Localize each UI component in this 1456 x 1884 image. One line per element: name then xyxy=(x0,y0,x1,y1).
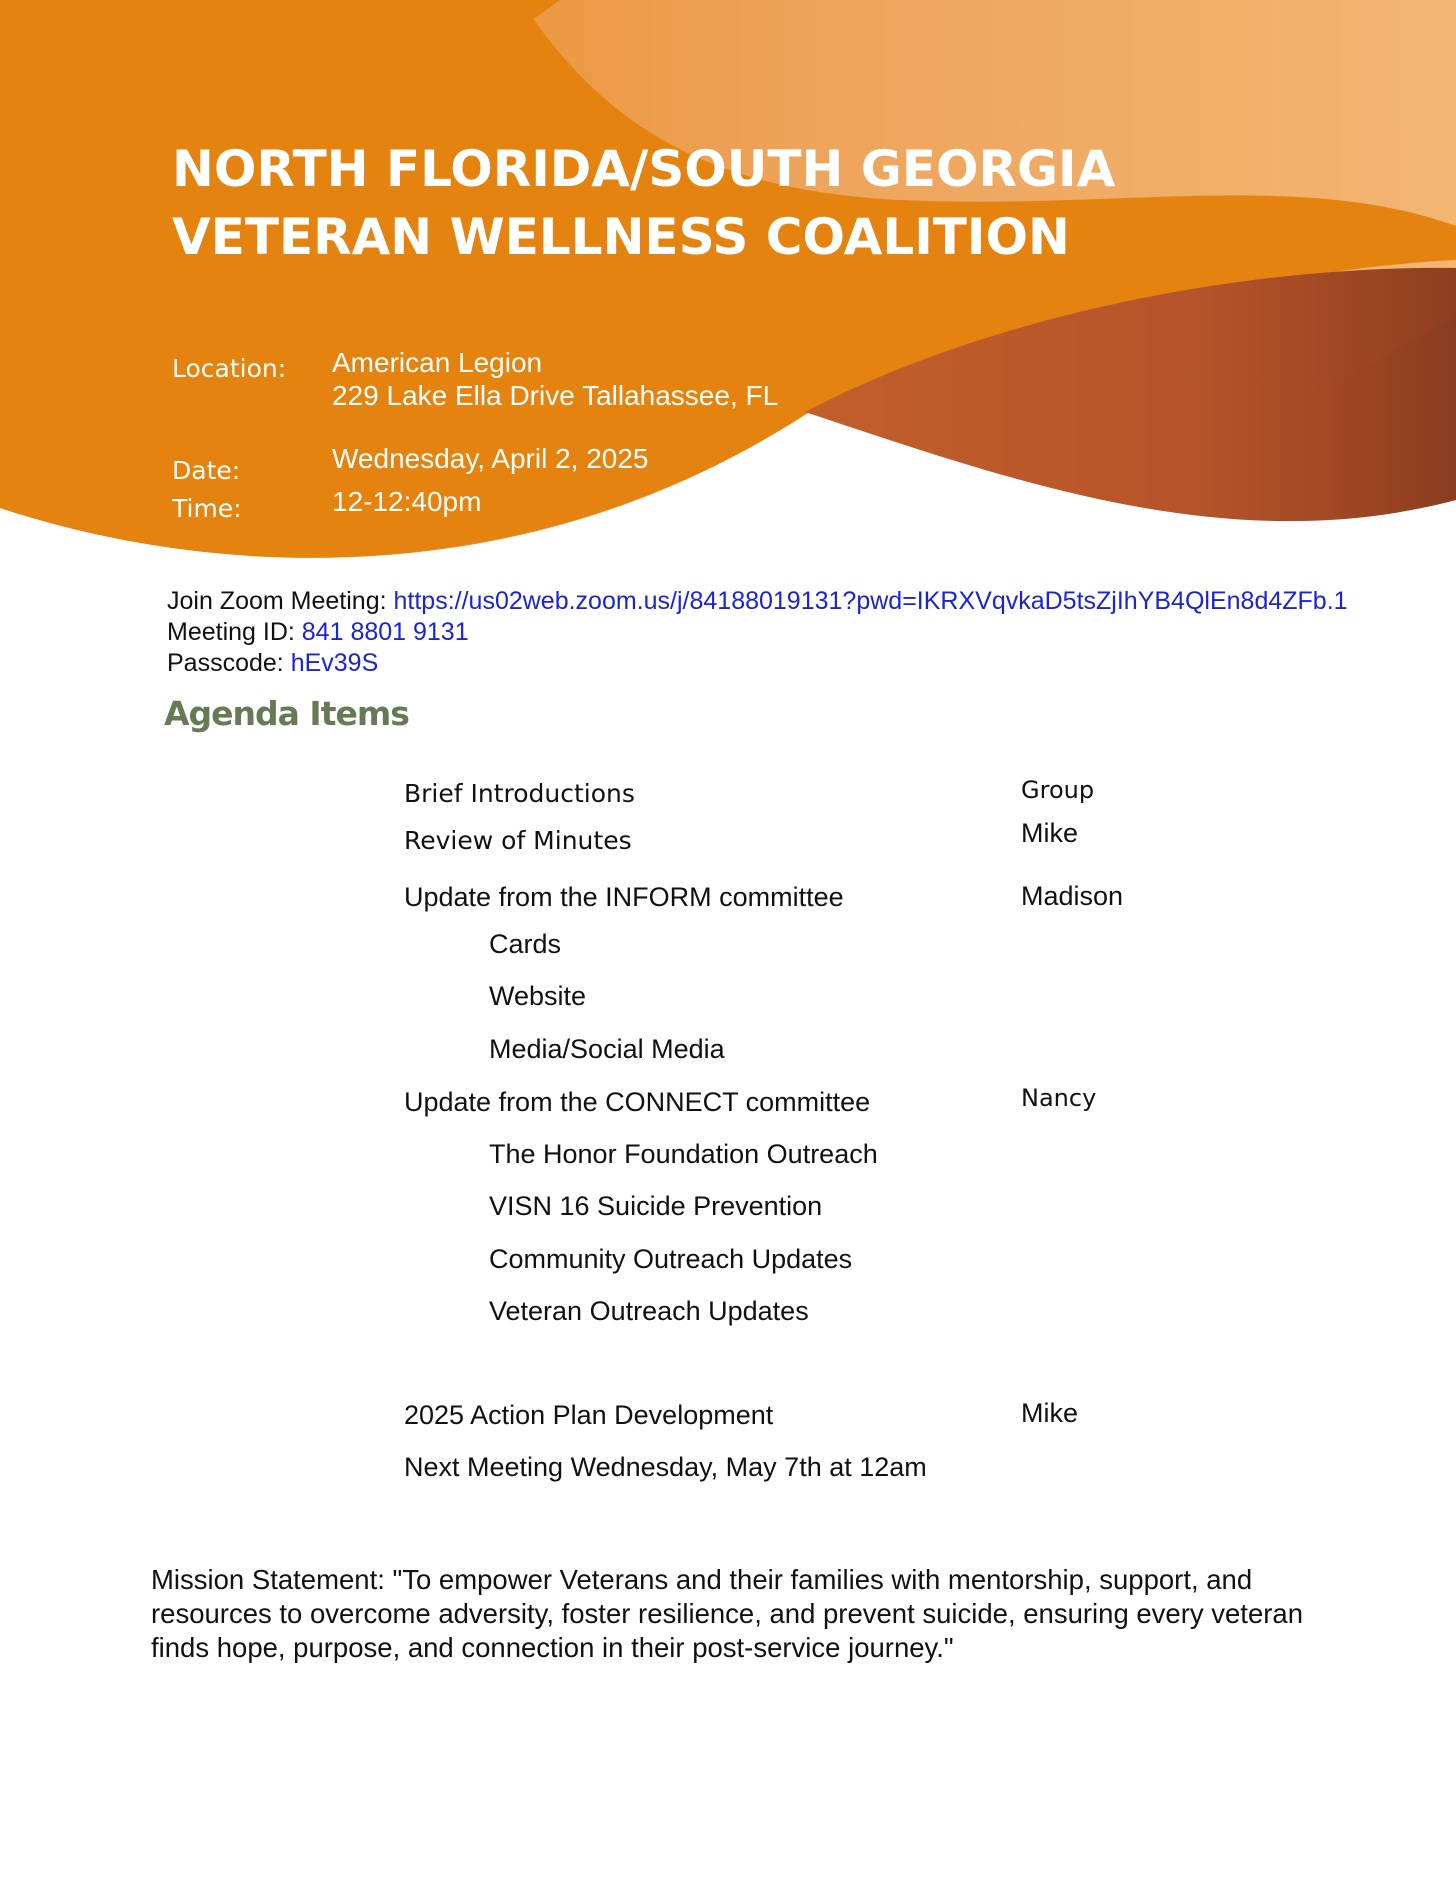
location-name: American Legion xyxy=(332,347,543,378)
agenda-item-next-meeting: Next Meeting Wednesday, May 7th at 12am xyxy=(404,1452,927,1482)
connect-sub-item: The Honor Foundation Outreach xyxy=(489,1139,878,1169)
owner-connect: Nancy xyxy=(1021,1084,1097,1112)
inform-sub-item: Cards xyxy=(489,929,562,959)
agenda-item-introductions: Brief Introductions xyxy=(404,779,635,808)
date-value: Wednesday, April 2, 2025 xyxy=(332,443,649,474)
title-line-2: VETERAN WELLNESS COALITION xyxy=(172,208,1070,266)
connect-sub-item: Community Outreach Updates xyxy=(489,1244,853,1274)
connect-sub-item: Veteran Outreach Updates xyxy=(489,1296,809,1326)
mission-statement: Mission Statement: "To empower Veterans and their families with mentorship, support, and resources to overcome adversity, foster resilience, and prevent suicide, ensuring every veteran finds hope, purpose, and connection in their post-service journey." xyxy=(151,1564,1303,1663)
owner-inform: Madison xyxy=(1021,881,1124,911)
owner-action-plan: Mike xyxy=(1021,1398,1079,1428)
agenda-item-connect: Update from the CONNECT committee xyxy=(404,1087,871,1117)
inform-sub-item: Website xyxy=(489,981,587,1011)
meeting-id-row xyxy=(167,618,469,647)
inform-sub-item: Media/Social Media xyxy=(489,1034,725,1064)
zoom-join-link[interactable]: https://us02web.zoom.us/j/84188019131?pwd=IKRXVqvkaD5tsZjIhYB4QlEn8d4ZFb.1 xyxy=(393,587,1348,615)
meeting-id-label: Meeting ID: xyxy=(167,618,302,646)
agenda-item-action-plan: 2025 Action Plan Development xyxy=(404,1400,774,1430)
header-banner xyxy=(0,0,1456,580)
date-label: Date: xyxy=(172,456,241,485)
meeting-id-value: 841 8801 9131 xyxy=(301,618,469,646)
time-label: Time: xyxy=(172,494,242,523)
title-line-1: NORTH FLORIDA/SOUTH GEORGIA xyxy=(172,140,1116,198)
time-value: 12-12:40pm xyxy=(332,486,482,517)
passcode-label: Passcode: xyxy=(167,649,291,677)
owner-minutes: Mike xyxy=(1021,818,1079,848)
agenda-item-minutes: Review of Minutes xyxy=(404,826,632,855)
zoom-join-label: Join Zoom Meeting: xyxy=(167,587,394,615)
agenda-item-inform: Update from the INFORM committee xyxy=(404,882,844,912)
passcode-value: hEv39S xyxy=(290,649,379,677)
connect-sub-item: VISN 16 Suicide Prevention xyxy=(489,1191,823,1221)
passcode-row xyxy=(167,649,378,678)
agenda-heading: Agenda Items xyxy=(164,694,409,733)
owner-introductions: Group xyxy=(1021,776,1095,804)
location-address: 229 Lake Ella Drive Tallahassee, FL xyxy=(332,380,779,411)
location-label: Location: xyxy=(172,354,287,383)
zoom-join-row xyxy=(167,587,1348,616)
